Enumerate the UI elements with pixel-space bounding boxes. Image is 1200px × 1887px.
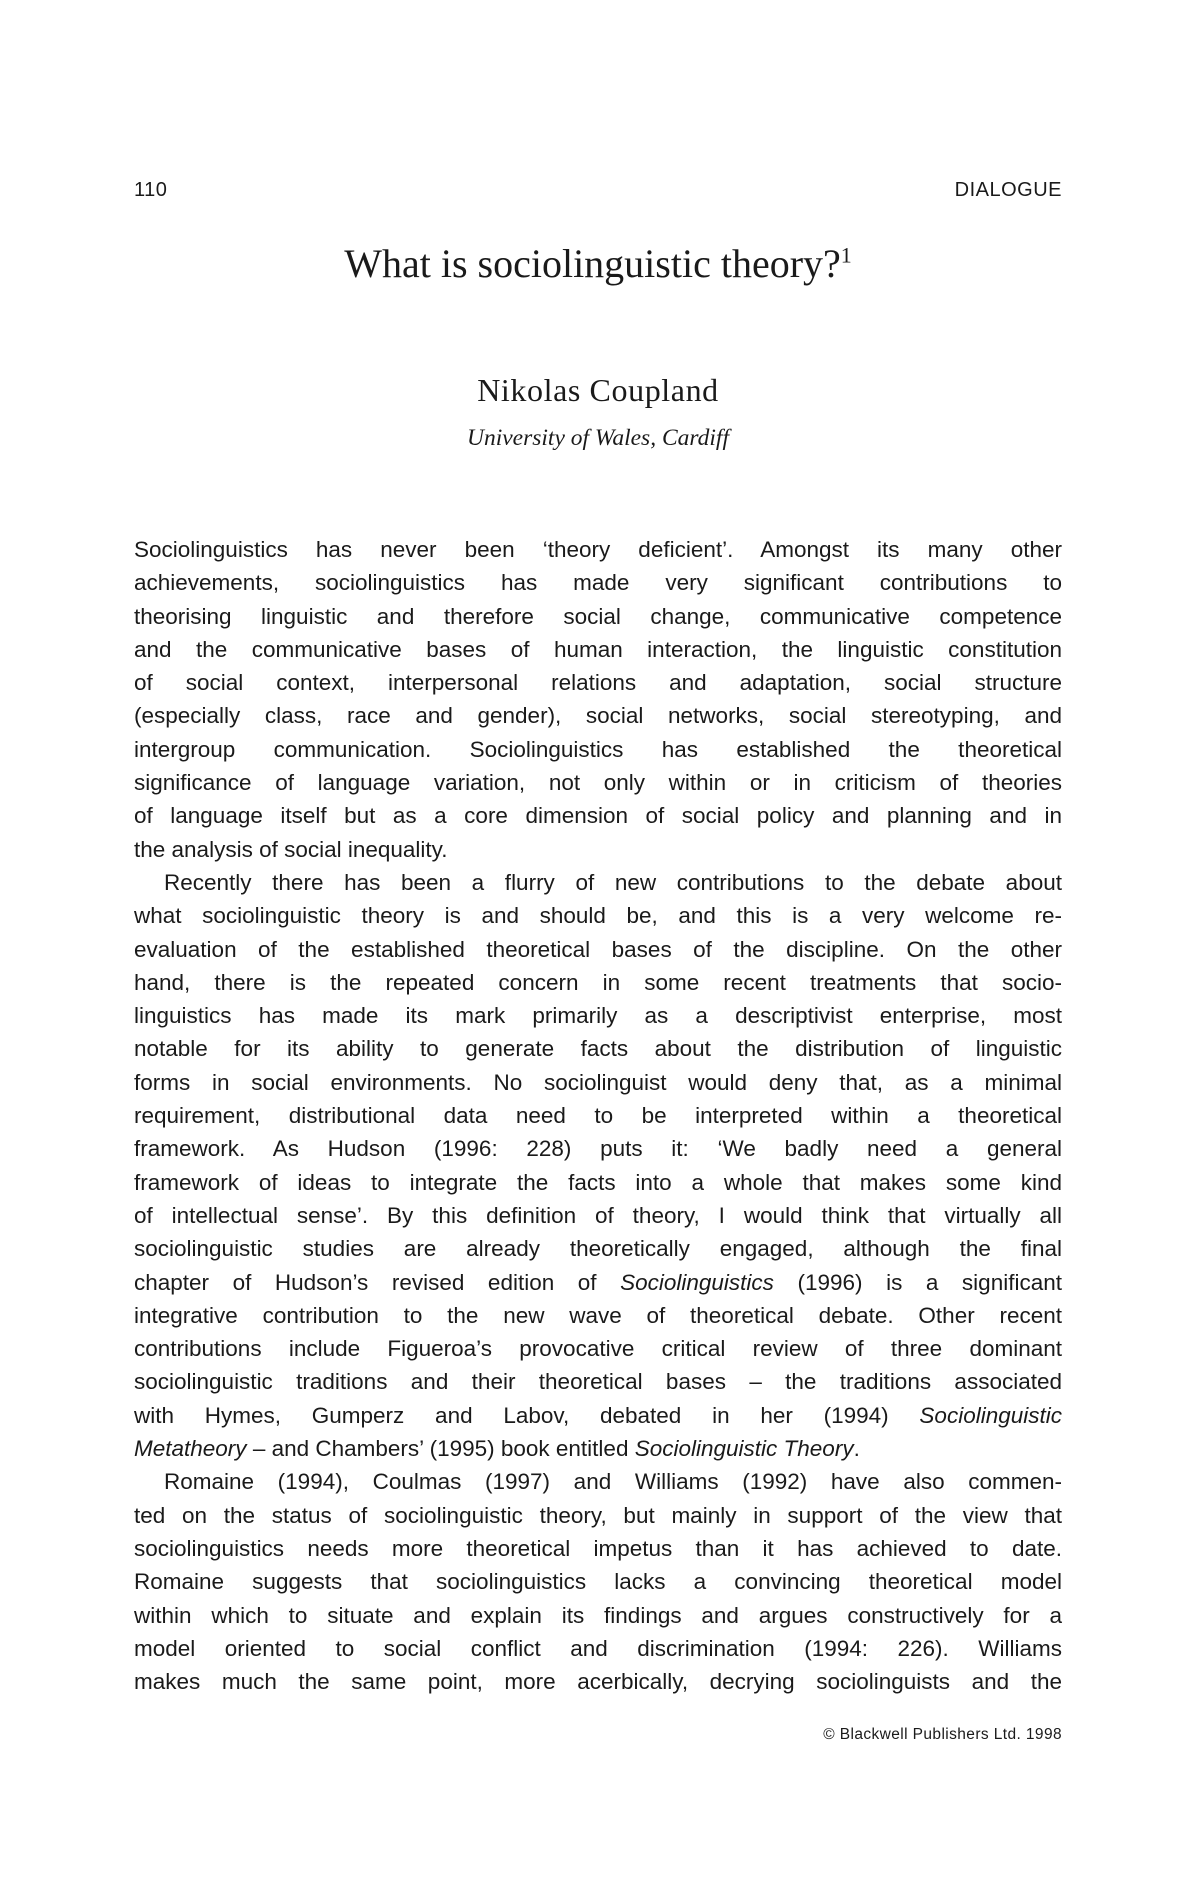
book-title-metatheory-part-1: Sociolinguistic [919,1402,1062,1428]
text-line [134,1432,1062,1465]
text-line: of social context, interpersonal relations and adaptation, social structure [134,670,1062,696]
body-text [134,533,1062,1698]
paragraph-1 [134,533,1062,866]
text-line: sociolinguistic studies are already theoretically engaged, although the final [134,1236,1062,1262]
text-line: contributions include Figueroa’s provocative critical review of three dominant [134,1336,1062,1362]
text-line: integrative contribution to the new wave of theoretical debate. Other recent [134,1302,1062,1328]
text-run: . [853,1436,860,1462]
text-line: of language itself but as a core dimension of social policy and planning and in [134,803,1062,829]
text-line: the analysis of social inequality. [134,836,448,862]
text-line: of intellectual sense’. By this definition of theory, I would think that virtually all [134,1202,1062,1228]
text-line: achievements, sociolinguistics has made very significant contributions to [134,570,1062,596]
text-line: framework of ideas to integrate the facts into a whole that makes some kind [134,1169,1062,1195]
text-line: (especially class, race and gender), social networks, social stereotyping, and [134,703,1062,729]
book-title-metatheory-part-2: Metatheory [134,1436,247,1462]
page-number: 110 [134,179,168,201]
paragraph-3 [134,1465,1062,1698]
footnote-marker: 1 [840,242,852,268]
text-line: sociolinguistics needs more theoretical impetus than it has achieved to date. [134,1535,1062,1561]
text-line: Sociolinguistics has never been ‘theory deficient’. Amongst its many other [134,537,1062,562]
text-line: linguistics has made its mark primarily as a descriptivist enterprise, most [134,1003,1062,1029]
text-line: forms in social environments. No sociolinguist would deny that, as a minimal [134,1069,1062,1095]
article-title-text: What is sociolinguistic theory? [344,241,841,286]
text-line: framework. As Hudson (1996: 228) puts it: ‘We badly need a general [134,1136,1062,1162]
author-name: Nikolas Coupland [477,372,719,408]
text-line: Romaine (1994), Coulmas (1997) and Williams (1992) have also commen- [164,1469,1062,1495]
text-line [134,1399,1062,1432]
section-label: DIALOGUE [954,179,1062,201]
text-run: – and Chambers’ (1995) book entitled [246,1436,635,1462]
text-line: significance of language variation, not only within or in criticism of theories [134,770,1062,796]
text-line: ted on the status of sociolinguistic theory, but mainly in support of the view that [134,1502,1062,1528]
text-line: evaluation of the established theoretical bases of the discipline. On the other [134,936,1062,962]
running-head [134,177,1062,203]
text-run: chapter of Hudson’s revised edition of [134,1269,621,1295]
text-line: notable for its ability to generate facts about the distribution of linguistic [134,1036,1062,1062]
text-line: makes much the same point, more acerbically, decrying sociolinguists and the [134,1669,1062,1695]
paragraph-2 [134,866,1062,1465]
text-line: what sociolinguistic theory is and should be, and this is a very welcome re- [134,903,1062,929]
copyright-notice: © Blackwell Publishers Ltd. 1998 [823,1726,1062,1743]
book-title-sociolinguistic-theory: Sociolinguistic Theory [634,1436,854,1462]
text-line: intergroup communication. Sociolinguistics has established the theoretical [134,736,1062,762]
text-line: within which to situate and explain its findings and argues constructively for a [134,1602,1062,1628]
text-line: hand, there is the repeated concern in some recent treatments that socio- [134,969,1062,995]
text-line: Romaine suggests that sociolinguistics lacks a convincing theoretical model [134,1569,1062,1595]
text-line: and the communicative bases of human interaction, the linguistic constitution [134,636,1062,662]
text-line: Recently there has been a flurry of new contributions to the debate about [164,869,1062,895]
author-affiliation: University of Wales, Cardiff [467,425,729,451]
article-title [134,240,1062,288]
text-run: (1996) is a significant [773,1269,1062,1295]
text-line: model oriented to social conflict and discrimination (1994: 226). Williams [134,1635,1062,1661]
text-run: with Hymes, Gumperz and Labov, debated in her (1994) [134,1402,920,1428]
text-line: requirement, distributional data need to be interpreted within a theoretical [134,1103,1062,1129]
book-title-sociolinguistics: Sociolinguistics [620,1269,774,1295]
text-line [134,1266,1062,1299]
text-line: theorising linguistic and therefore social change, communicative competence [134,603,1062,629]
text-line: sociolinguistic traditions and their theoretical bases – the traditions associated [134,1369,1062,1395]
